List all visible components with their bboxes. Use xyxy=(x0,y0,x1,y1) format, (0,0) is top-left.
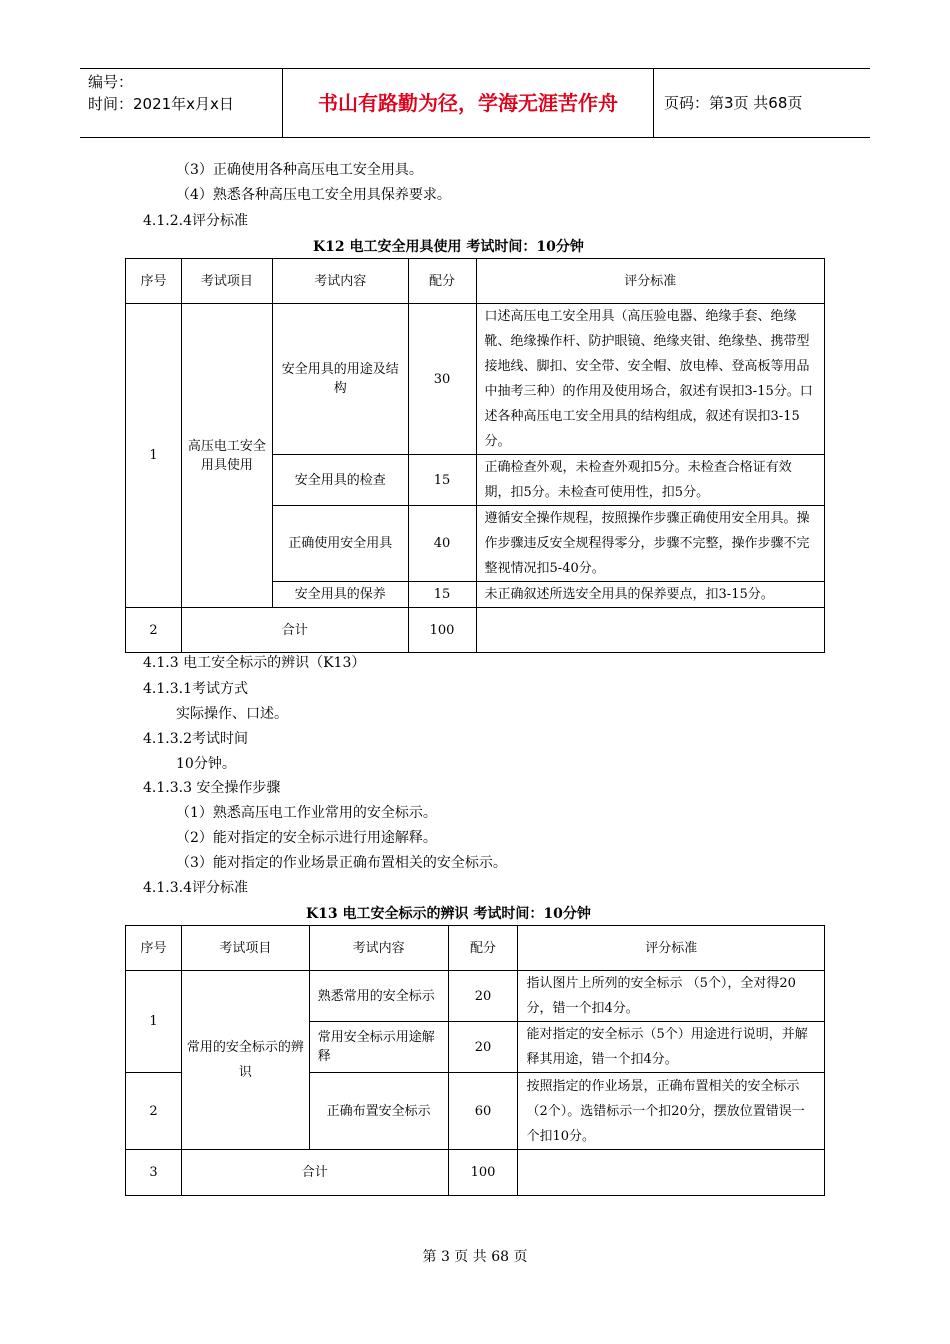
content-cell: 安全用具的用途及结构 xyxy=(272,304,408,455)
paragraph: 实际操作、口述。 xyxy=(176,706,288,722)
header-page-cell xyxy=(654,69,870,137)
table-header-cell: 配分 xyxy=(408,259,476,304)
total-score: 100 xyxy=(408,608,476,653)
table-header-cell: 评分标准 xyxy=(476,259,824,304)
header-page-label: 页码：第3页 共68页 xyxy=(664,94,803,112)
motto: 书山有路勤为径，学海无涯苦作舟 xyxy=(318,91,618,115)
section-heading: 4.1.2.4评分标准 xyxy=(143,213,248,229)
seq-cell: 2 xyxy=(126,608,182,653)
seq-cell: 2 xyxy=(126,1073,182,1150)
table-row xyxy=(126,304,825,455)
section-heading: 4.1.3 电工安全标示的辨识（K13） xyxy=(143,655,366,671)
score-cell: 20 xyxy=(448,1022,518,1073)
seq-cell: 3 xyxy=(126,1150,182,1196)
section-heading: 4.1.3.2考试时间 xyxy=(143,731,248,747)
criteria-cell: 遵循安全操作规程，按照操作步骤正确使用安全用具。操作步骤违反安全规程得零分，步骤不完整，操作步骤不完整视情况扣5-40分。 xyxy=(476,506,824,582)
seq-cell: 1 xyxy=(126,971,182,1073)
section-heading: 4.1.3.3 安全操作步骤 xyxy=(143,780,281,796)
table-row xyxy=(126,971,825,1022)
item-cell: 常用的安全标示的辨识 xyxy=(181,971,309,1150)
criteria-cell xyxy=(476,608,824,653)
number-label: 编号： xyxy=(88,73,134,91)
table2 xyxy=(125,925,825,1196)
list-item: （3）正确使用各种高压电工安全用具。 xyxy=(176,162,423,178)
table-total-row xyxy=(126,1150,825,1196)
content-cell: 正确使用安全用具 xyxy=(272,506,408,582)
table1-caption: K12 电工安全用具使用 考试时间：10分钟 xyxy=(313,239,584,255)
item-cell: 高压电工安全用具使用 xyxy=(181,304,272,608)
table-header-cell: 考试项目 xyxy=(181,259,272,304)
list-item: （2）能对指定的安全标示进行用途解释。 xyxy=(176,830,437,846)
content-cell: 常用安全标示用途解释 xyxy=(309,1022,448,1073)
list-item: （3）能对指定的作业场景正确布置相关的安全标示。 xyxy=(176,855,507,871)
header-motto-cell xyxy=(283,69,654,137)
table-header-cell: 序号 xyxy=(126,259,182,304)
total-label: 合计 xyxy=(181,608,408,653)
criteria-cell: 按照指定的作业场景，正确布置相关的安全标示（2个）。选错标示一个扣20分，摆放位置错误一个扣10分。 xyxy=(518,1073,825,1150)
list-item: （1）熟悉高压电工作业常用的安全标示。 xyxy=(176,805,437,821)
criteria-cell xyxy=(518,1150,825,1196)
table-header-cell: 配分 xyxy=(448,926,518,971)
content-cell: 安全用具的检查 xyxy=(272,455,408,506)
total-label: 合计 xyxy=(181,1150,448,1196)
paragraph: 10分钟。 xyxy=(176,756,236,772)
score-cell: 20 xyxy=(448,971,518,1022)
list-item: （4）熟悉各种高压电工安全用具保养要求。 xyxy=(176,187,451,203)
time-label: 时间：2021年x月x日 xyxy=(88,95,234,113)
section-heading: 4.1.3.1考试方式 xyxy=(143,681,248,697)
content-cell: 正确布置安全标示 xyxy=(309,1073,448,1150)
table-header-row xyxy=(126,259,825,304)
criteria-cell: 未正确叙述所选安全用具的保养要点，扣3-15分。 xyxy=(476,582,824,608)
table2-caption: K13 电工安全标示的辨识 考试时间：10分钟 xyxy=(306,906,591,922)
table-header-cell: 考试内容 xyxy=(272,259,408,304)
page-footer: 第 3 页 共 68 页 xyxy=(422,1249,528,1265)
table-header-cell: 考试项目 xyxy=(181,926,309,971)
criteria-cell: 能对指定的安全标示（5个）用途进行说明，并解释其用途，错一个扣4分。 xyxy=(518,1022,825,1073)
content-cell: 安全用具的保养 xyxy=(272,582,408,608)
score-cell: 30 xyxy=(408,304,476,455)
section-heading: 4.1.3.4评分标准 xyxy=(143,880,248,896)
criteria-cell: 口述高压电工安全用具（高压验电器、绝缘手套、绝缘靴、绝缘操作杆、防护眼镜、绝缘夹钳、绝缘垫、携带型接地线、脚扣、安全带、安全帽、放电棒、登高板等用品中抽考三种）的作用及使用场合，叙述有误扣3-15分。口述各种高压电工安全用具的结构组成，叙述有误扣3-15分。 xyxy=(476,304,824,455)
table-header-cell: 考试内容 xyxy=(309,926,448,971)
table-header-cell: 评分标准 xyxy=(518,926,825,971)
score-cell: 15 xyxy=(408,582,476,608)
score-cell: 15 xyxy=(408,455,476,506)
seq-cell: 1 xyxy=(126,304,182,608)
content-cell: 熟悉常用的安全标示 xyxy=(309,971,448,1022)
table-header-row xyxy=(126,926,825,971)
criteria-cell: 指认图片上所列的安全标示 （5个），全对得20分，错一个扣4分。 xyxy=(518,971,825,1022)
page-header xyxy=(80,68,870,138)
table1 xyxy=(125,258,825,653)
total-score: 100 xyxy=(448,1150,518,1196)
table-header-cell: 序号 xyxy=(126,926,182,971)
criteria-cell: 正确检查外观，未检查外观扣5分。未检查合格证有效期，扣5分。未检查可使用性，扣5分。 xyxy=(476,455,824,506)
score-cell: 40 xyxy=(408,506,476,582)
score-cell: 60 xyxy=(448,1073,518,1150)
table-total-row xyxy=(126,608,825,653)
header-meta xyxy=(80,69,283,137)
